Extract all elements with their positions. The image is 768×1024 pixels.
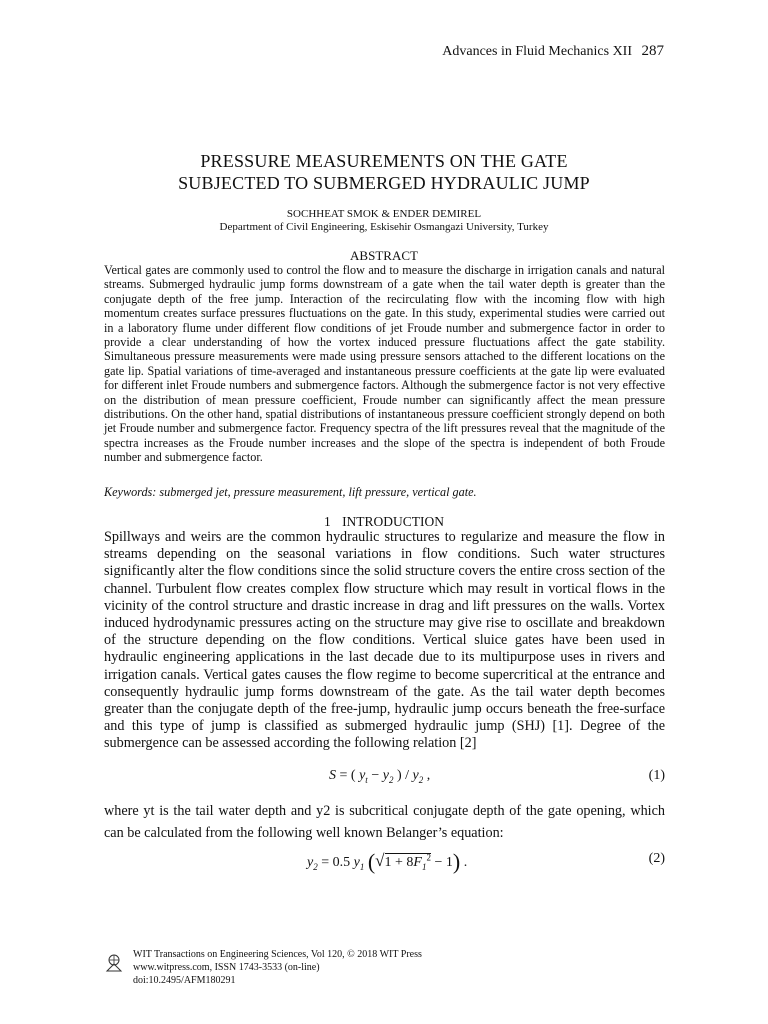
section-heading xyxy=(0,514,768,530)
journal-name: Advances in Fluid Mechanics XII xyxy=(442,44,632,59)
running-head xyxy=(442,43,664,60)
footer-doi: doi:10.2495/AFM180291 xyxy=(133,975,236,986)
page-number: 287 xyxy=(641,43,664,59)
footer-website-issn: www.witpress.com, ISSN 1743-3533 (on-line) xyxy=(133,962,320,973)
equation-2-number: (2) xyxy=(648,851,665,866)
authors: SOCHHEAT SMOK & ENDER DEMIREL xyxy=(286,208,482,220)
introduction-body: Spillways and weirs are the common hydraulic structures to regularize and measure the flow in streams depending on the seasonal variations in flow conditions. Such water structures significantly alter the flow conditions since the solid structure covers the entire cross section of the channel. Turbulent flow creates complex flow structure which may result in vortical flows in the vicinity of the control structure and drastic increase in drag and lift pressures on the walls. Vortex induced hydrodynamic pressures acting on the structure may give rise to oscillate and breakdown of the structure depending on the flow conditions. Vertical sluice gates have been used in hydraulic engineering applications in the last decade due to its multipurpose uses in rivers and irrigation canals. Vertical gates causes the flow regime to become supercritical at the entrance and consequently hydraulic jump forms downstream of the gate. As the tail water depth becomes greater than the conjugate depth of the free-jump, hydraulic jump occurs beneath the free-surface and this type of jump is classified as submerged hydraulic jump (SHJ) [1]. Degree of the submergence can be assessed according the following relation [2] xyxy=(104,529,665,752)
title-line-2: SUBJECTED TO SUBMERGED HYDRAULIC JUMP xyxy=(178,173,590,193)
title-line-1: PRESSURE MEASUREMENTS ON THE GATE xyxy=(200,151,568,171)
equation-2-expression: $y_2 = 0.5$ $y_1$ $(√1 + 8F_1^2 - 1)$ . xyxy=(307,849,468,874)
keywords: Keywords: submerged jet, pressure measurement, lift pressure, vertical gate. xyxy=(104,485,477,499)
equation-2 xyxy=(104,847,665,873)
affiliation: Department of Civil Engineering, Eskisehir Osmangazi University, Turkey xyxy=(219,221,549,233)
section-number: 1 xyxy=(323,514,331,529)
wit-press-logo-icon xyxy=(103,952,125,974)
equation-1 xyxy=(104,768,665,788)
where-text: where yt is the tail water depth and y2 is subcritical conjugate depth of the gate opening, which can be calculated from the following well known Belanger’s equation: xyxy=(104,803,665,841)
section-title: INTRODUCTION xyxy=(342,514,445,529)
paper-title xyxy=(0,150,768,194)
equation-1-number: (1) xyxy=(648,768,665,783)
abstract-heading: ABSTRACT xyxy=(350,248,418,263)
footer-publication: WIT Transactions on Engineering Sciences, Vol 120, © 2018 WIT Press xyxy=(133,949,422,960)
footer xyxy=(133,948,422,987)
equation-1-expression: S = ( $y_t - y_2$ ) / $y_2$ , xyxy=(329,768,431,785)
abstract-body: Vertical gates are commonly used to control the flow and to measure the discharge in irrigation canals and natural streams. Submerged hydraulic jump forms downstream of a gate when the tail water depth is greater than the conjugate depth of the free jump. Interaction of the recirculating flow with the incoming flow with high momentum creates surface pressures fluctuations on the gate. In this study, experimental studies were carried out in a laboratory flume under different flow conditions of jet Froude number and submergence factor in order to provide a clear understanding of how the vortex induced pressure fluctuations affect the gate stability. Simultaneous pressure measurements were made using pressure sensors attached to the different locations on the gate lip. Spatial variations of time-averaged and instantaneous pressure coefficients at the gate lip were evaluated for different inlet Froude numbers and submergence factors. Although the submergence factor is not very effective on the distribution of mean pressure coefficient, Froude number can significantly affect the mean pressure distributions. On the other hand, spatial distributions of instantaneous pressure coefficient strongly depend on both jet Froude number and submergence factor. Frequency spectra of the lift pressures reveal that the magnitude of the spectra increases as the Froude number increases and the slope of the spectra is independent of both Froude number and submergence factor. xyxy=(104,263,665,465)
